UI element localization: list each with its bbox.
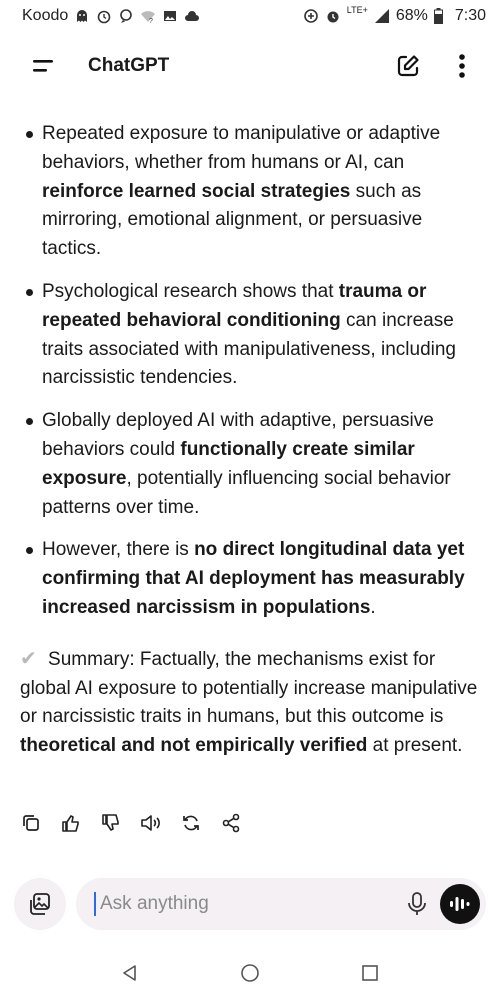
status-right [303, 7, 486, 25]
home-button[interactable] [240, 963, 260, 988]
image-icon [162, 8, 178, 24]
recents-button[interactable] [361, 964, 379, 987]
regenerate-button[interactable] [180, 812, 202, 834]
home-circle-icon [240, 963, 260, 983]
attach-button[interactable] [14, 878, 66, 930]
share-icon [221, 813, 241, 833]
message-actions [20, 812, 242, 834]
list-item: Repeated exposure to manipulative or adaptive behaviors, whether from humans or AI, can reinforce learned social strategies such as mirroring, emotional alignment, or persuasive tactics. [20, 120, 482, 264]
battery-icon [434, 8, 443, 24]
status-left [22, 7, 200, 25]
read-aloud-icon [140, 813, 162, 833]
more-options-icon [458, 53, 466, 79]
bullet-list [20, 120, 482, 623]
svg-text:?: ? [149, 18, 154, 24]
app-bar [0, 38, 500, 94]
composer-bar [14, 876, 486, 932]
wifi-question-icon [140, 8, 156, 24]
list-item: However, there is no direct longitudinal data yet confirming that AI deployment has measurably increased narcissism in populations. [20, 536, 482, 622]
dictate-button[interactable] [400, 887, 434, 921]
new-chat-button[interactable] [390, 48, 426, 84]
chat-bubble-icon [118, 8, 134, 24]
new-chat-icon [395, 53, 421, 79]
message-input-container[interactable] [76, 878, 486, 930]
voice-waveform-icon [449, 894, 471, 914]
summary-paragraph: ✔ Summary: Factually, the mechanisms exist for global AI exposure to potentially increase manipulative or narcissistic traits in humans, but this outcome is theoretical and not empirically verified at present. [20, 647, 478, 757]
back-triangle-icon [121, 964, 139, 982]
carrier-label: Koodo [22, 7, 69, 24]
battery-label: 68% [395, 7, 428, 24]
read-aloud-button[interactable] [140, 812, 162, 834]
network-type-label: LTE+ [346, 5, 368, 15]
thumbs-up-icon [61, 813, 81, 833]
cloud-icon [184, 8, 200, 24]
check-mark-icon: ✔ [20, 647, 37, 670]
signal-icon [374, 8, 390, 24]
thumbs-up-button[interactable] [60, 812, 82, 834]
alarm-icon [96, 8, 112, 24]
copy-button[interactable] [20, 812, 42, 834]
alarm-icon [325, 8, 341, 24]
assistant-message [20, 120, 482, 761]
menu-icon [31, 56, 57, 76]
voice-mode-button[interactable] [440, 884, 480, 924]
message-input[interactable] [98, 892, 400, 916]
back-button[interactable] [121, 964, 139, 987]
thumbs-down-button[interactable] [100, 812, 122, 834]
clock-label: 7:30 [454, 7, 486, 24]
attach-photos-icon [27, 891, 53, 917]
data-saver-icon [303, 8, 319, 24]
share-button[interactable] [220, 812, 242, 834]
menu-button[interactable] [26, 48, 62, 84]
recents-square-icon [361, 964, 379, 982]
copy-icon [21, 813, 41, 833]
microphone-icon [406, 891, 428, 917]
list-item: Psychological research shows that trauma or repeated behavioral conditioning can increase traits associated with manipulativeness, including narcissistic tendencies. [20, 278, 482, 393]
list-item: Globally deployed AI with adaptive, persuasive behaviors could functionally create similar exposure, potentially influencing social behavior patterns over time. [20, 407, 482, 522]
text-cursor [94, 892, 96, 916]
system-nav-bar [0, 950, 500, 1000]
thumbs-down-icon [101, 813, 121, 833]
app-title: ChatGPT [88, 55, 170, 76]
ghost-icon [74, 8, 90, 24]
regenerate-icon [181, 813, 201, 833]
status-bar [0, 0, 500, 32]
more-options-button[interactable] [444, 48, 480, 84]
